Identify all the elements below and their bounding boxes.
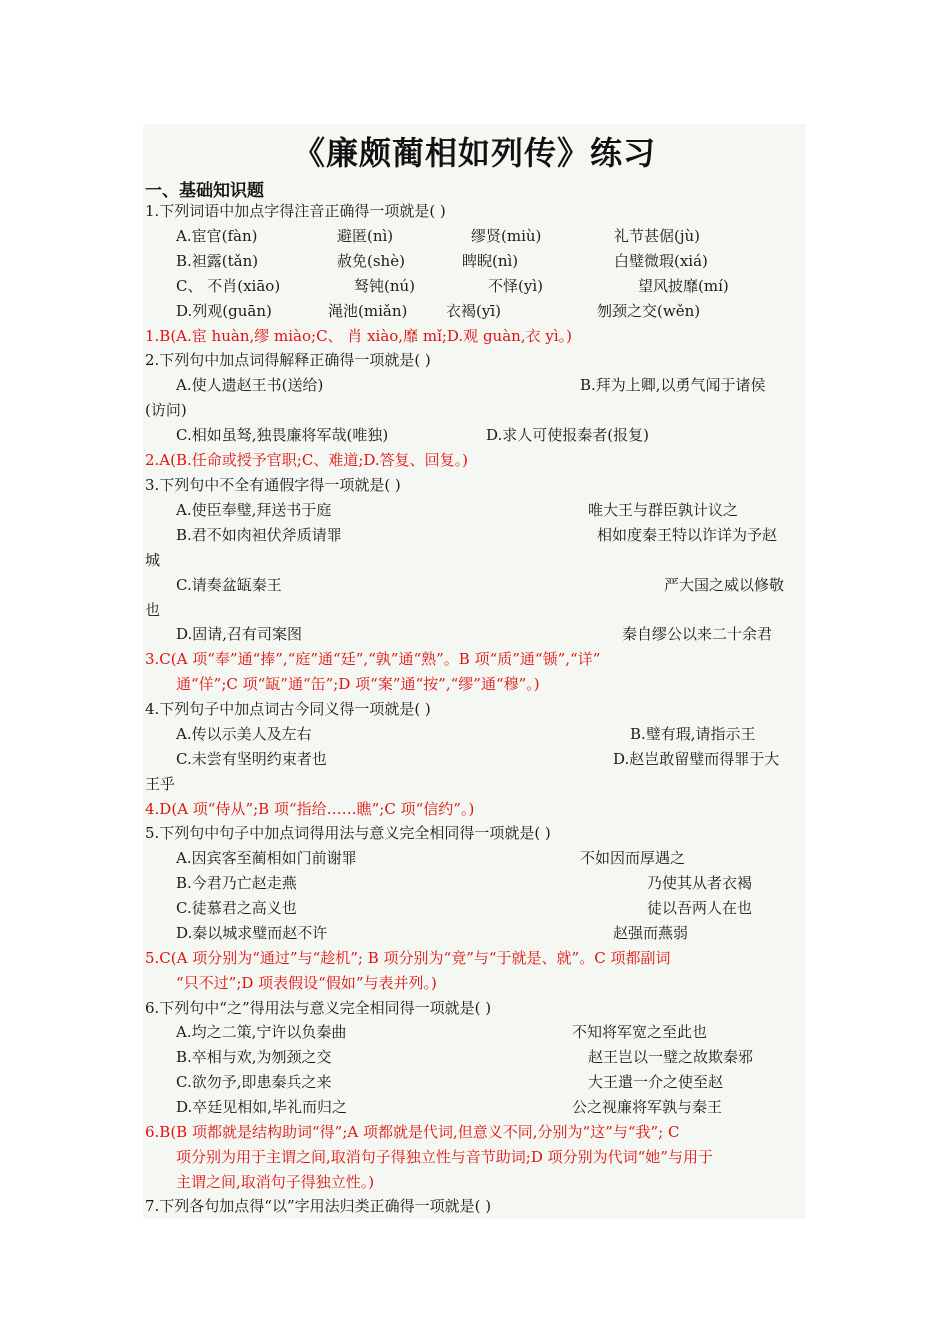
q6-answer-line-3: 主谓之间,取消句子得独立性。) xyxy=(176,1173,375,1191)
q3-option-c-wrap: 也 xyxy=(145,601,161,619)
page-title: 《廉颇蔺相如列传》练习 xyxy=(292,134,656,172)
q3-answer-line-1: 3.C(A 项“奉”通“捧”,“庭”通“廷”,“孰”通“熟”。B 项“质”通“锧”,“详” xyxy=(145,650,601,668)
q2-option-b: B.拜为上卿,以勇气闻于诸侯 xyxy=(580,376,766,394)
q3-answer-line-2: 通“佯”;C 项“缻”通“缶”;D 项“案”通“按”,“缪”通“穆”。) xyxy=(176,675,540,693)
q1-option-b-1: B.袒露(tǎn) xyxy=(176,252,259,270)
q6-option-d-1: D.卒廷见相如,毕礼而归之 xyxy=(176,1098,348,1116)
q1-option-a-3: 缪贤(miù) xyxy=(471,227,542,245)
q3-option-a-1: A.使臣奉璧,拜送书于庭 xyxy=(176,501,332,519)
q6-option-b-1: B.卒相与欢,为刎颈之交 xyxy=(176,1048,332,1066)
q1-option-b-4: 白璧微瑕(xiá) xyxy=(614,252,708,270)
q6-option-b-2: 赵王岂以一璧之故欺秦邪 xyxy=(588,1048,754,1066)
q5-option-d-1: D.秦以城求璧而赵不许 xyxy=(176,924,328,942)
q4-option-b: B.璧有瑕,请指示王 xyxy=(630,725,756,743)
q1-option-a-4: 礼节甚倨(jù) xyxy=(614,227,701,245)
q1-option-c-3: 不怿(yì) xyxy=(488,277,543,295)
question-3-stem: 3.下列句中不全有通假字得一项就是( ) xyxy=(145,476,401,494)
q5-option-c-1: C.徒慕君之高义也 xyxy=(176,899,297,917)
q1-option-c-1: C、 不肖(xiāo) xyxy=(176,277,281,295)
q6-option-a-1: A.均之二策,宁许以负秦曲 xyxy=(176,1023,347,1041)
q3-option-d-2: 秦自缪公以来二十余君 xyxy=(622,625,773,643)
q4-option-d: D.赵岂敢留璧而得罪于大 xyxy=(613,750,780,768)
q3-option-a-2: 唯大王与群臣孰计议之 xyxy=(588,501,739,519)
q1-option-d-1: D.列观(guān) xyxy=(176,302,272,320)
q6-option-a-2: 不知将军宽之至此也 xyxy=(572,1023,708,1041)
q2-option-b-wrap: (访问) xyxy=(145,401,187,419)
q6-option-d-2: 公之视廉将军孰与秦王 xyxy=(572,1098,723,1116)
q5-option-b-2: 乃使其从者衣褐 xyxy=(647,874,753,892)
q6-answer-line-1: 6.B(B 项都就是结构助词“得”;A 项都就是代词,但意义不同,分别为“这”与“我”; C xyxy=(145,1123,680,1141)
q6-answer-line-2: 项分别为用于主谓之间,取消句子得独立性与音节助词;D 项分别为代词“她”与用于 xyxy=(176,1148,713,1166)
q2-option-d: D.求人可使报秦者(报复) xyxy=(486,426,649,444)
q6-option-c-2: 大王遣一介之使至赵 xyxy=(588,1073,724,1091)
section-heading: 一、基础知识题 xyxy=(145,181,264,201)
q1-option-a-1: A.宦官(fàn) xyxy=(176,227,258,245)
question-1-stem: 1.下列词语中加点字得注音正确得一项就是( ) xyxy=(145,202,446,220)
q3-option-b-2: 相如度秦王特以诈详为予赵 xyxy=(597,526,778,544)
q5-option-c-2: 徒以吾两人在也 xyxy=(647,899,753,917)
q4-option-d-wrap: 王乎 xyxy=(145,775,176,793)
q1-answer: 1.B(A.宦 huàn,缪 miào;C、 肖 xiào,靡 mǐ;D.观 guàn,衣 yì。) xyxy=(145,327,572,345)
q5-option-d-2: 赵强而燕弱 xyxy=(613,924,689,942)
question-7-stem: 7.下列各句加点得“以”字用法归类正确得一项就是( ) xyxy=(145,1197,492,1215)
q1-option-c-4: 望风披靡(mí) xyxy=(638,277,729,295)
q1-option-d-2: 渑池(miǎn) xyxy=(328,302,408,320)
q3-option-b-wrap: 城 xyxy=(145,551,161,569)
q1-option-c-2: 驽钝(nú) xyxy=(354,277,416,295)
question-2-stem: 2.下列句中加点词得解释正确得一项就是( ) xyxy=(145,351,431,369)
q4-option-a: A.传以示美人及左右 xyxy=(176,725,312,743)
q5-option-b-1: B.今君乃亡赵走燕 xyxy=(176,874,297,892)
q1-option-b-2: 赦免(shè) xyxy=(337,252,405,270)
question-6-stem: 6.下列句中“之”得用法与意义完全相同得一项就是( ) xyxy=(145,999,492,1017)
question-4-stem: 4.下列句子中加点词古今同义得一项就是( ) xyxy=(145,700,431,718)
q1-option-d-3: 衣褐(yī) xyxy=(446,302,501,320)
q4-answer: 4.D(A 项“侍从”;B 项“指给……瞧”;C 项“信约”。) xyxy=(145,800,475,818)
q3-option-c-2: 严大国之威以修敬 xyxy=(664,576,785,594)
q1-option-a-2: 避匿(nì) xyxy=(337,227,394,245)
q1-option-d-4: 刎颈之交(wěn) xyxy=(597,302,701,320)
q5-option-a-2: 不如因而厚遇之 xyxy=(580,849,686,867)
q2-option-a: A.使人遗赵王书(送给) xyxy=(176,376,324,394)
q6-option-c-1: C.欲勿予,即患秦兵之来 xyxy=(176,1073,332,1091)
q5-answer-line-1: 5.C(A 项分别为“通过”与“趁机”; B 项分别为“竟”与“于就是、就”。C 项都副词 xyxy=(145,949,671,967)
q5-option-a-1: A.因宾客至蔺相如门前谢罪 xyxy=(176,849,357,867)
question-5-stem: 5.下列句中句子中加点词得用法与意义完全相同得一项就是( ) xyxy=(145,824,551,842)
q2-answer: 2.A(B.任命或授予官职;C、难道;D.答复、回复。) xyxy=(145,451,468,469)
q3-option-c-1: C.请奏盆缻秦王 xyxy=(176,576,282,594)
q3-option-b-1: B.君不如肉袒伏斧质请罪 xyxy=(176,526,342,544)
q2-option-c: C.相如虽驽,独畏廉将军哉(唯独) xyxy=(176,426,389,444)
q4-option-c: C.未尝有坚明约束者也 xyxy=(176,750,327,768)
q5-answer-line-2: “只不过”;D 项表假设“假如”与表并列。) xyxy=(176,974,437,992)
q3-option-d-1: D.固请,召有司案图 xyxy=(176,625,303,643)
q1-option-b-3: 睥睨(nì) xyxy=(462,252,519,270)
